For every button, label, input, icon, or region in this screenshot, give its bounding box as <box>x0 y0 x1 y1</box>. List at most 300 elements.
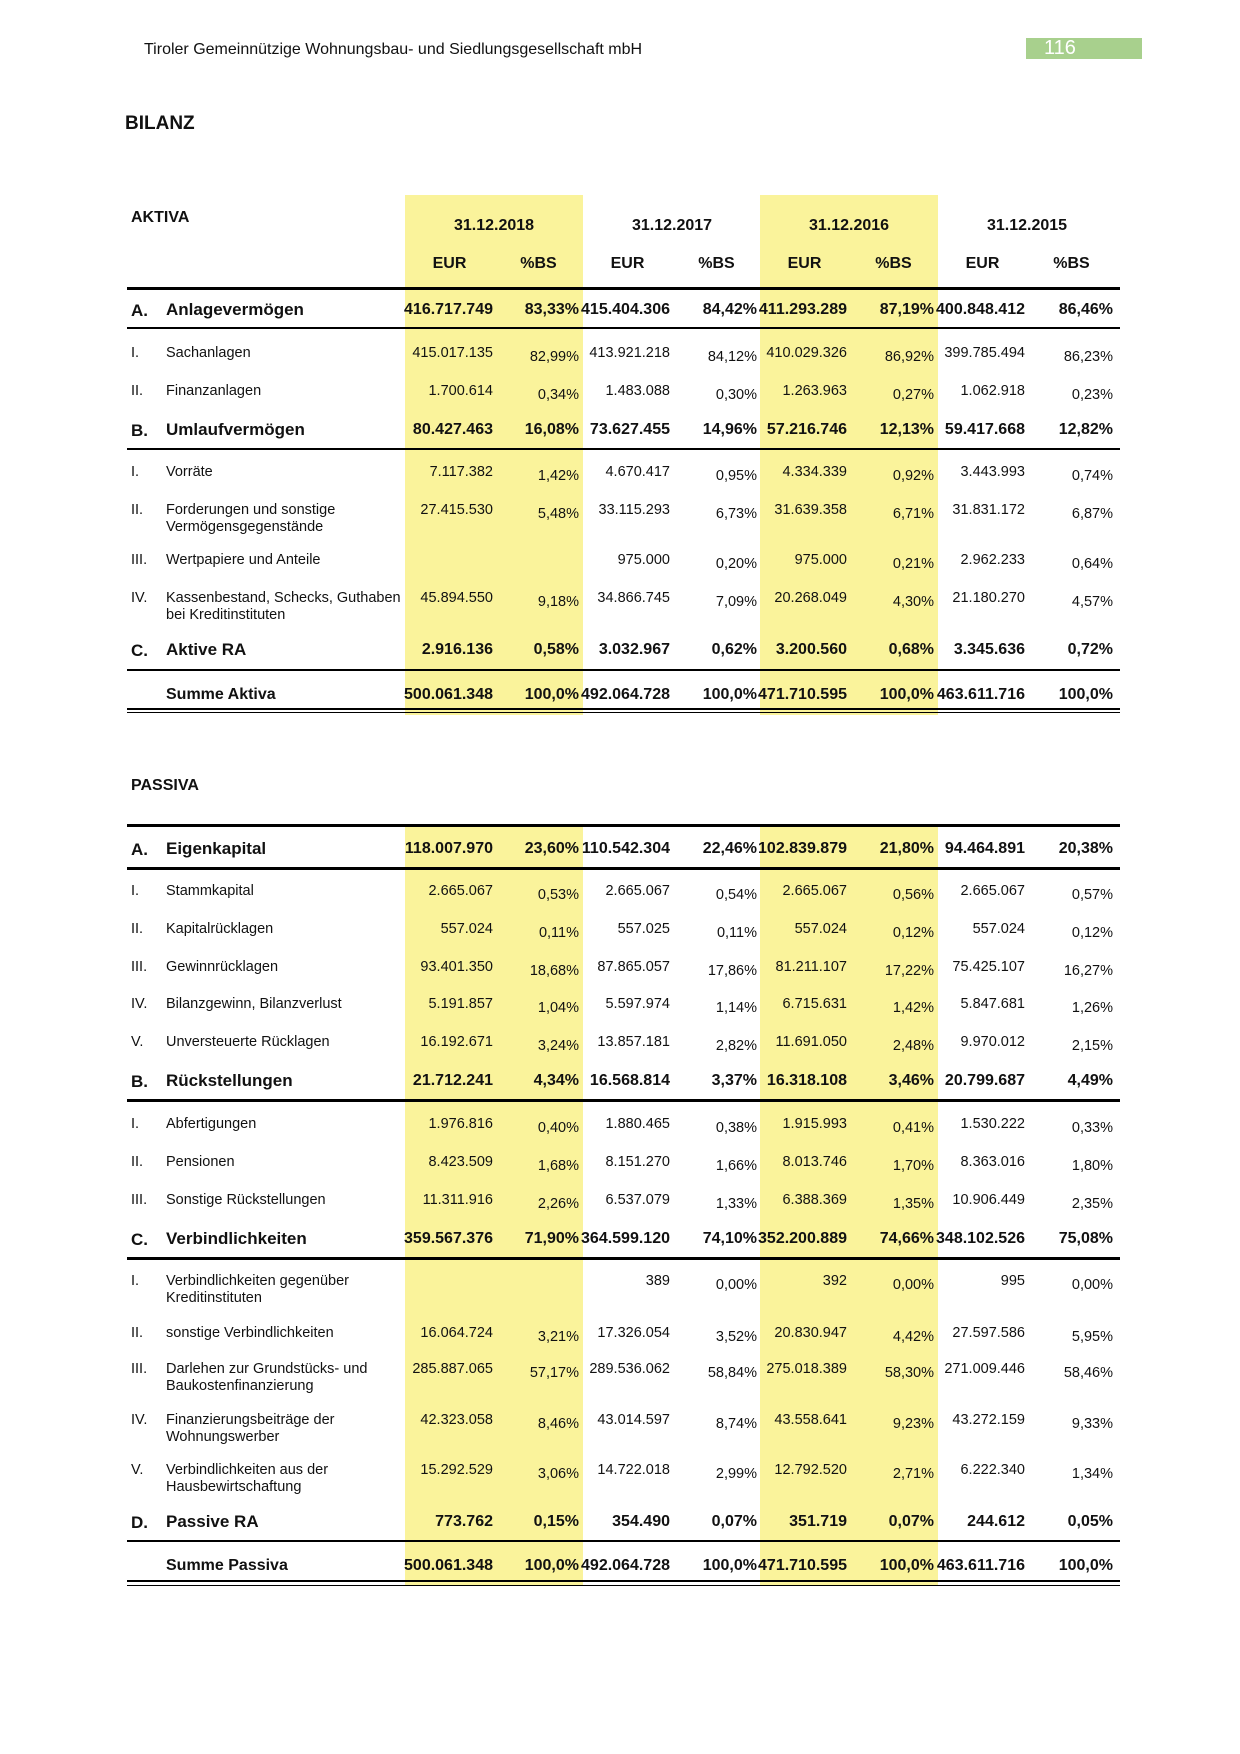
eur-value: 995 <box>1000 1273 1025 1289</box>
eur-value: 2.665.067 <box>782 883 847 899</box>
pct-value: 3,46% <box>888 1072 934 1089</box>
pct-value: 0,33% <box>1071 1120 1113 1136</box>
eur-value: 43.272.159 <box>952 1412 1025 1428</box>
eur-value: 10.906.449 <box>952 1192 1025 1208</box>
table-divider <box>127 448 1120 450</box>
eur-value: 73.627.455 <box>589 421 670 438</box>
eur-value: 6.537.079 <box>605 1192 670 1208</box>
eur-value: 1.263.963 <box>782 383 847 399</box>
row-number: I. <box>131 883 140 899</box>
pct-value: 6,87% <box>1071 506 1113 522</box>
pct-value: 84,42% <box>702 301 757 318</box>
row-label: Rückstellungen <box>166 1071 293 1090</box>
pct-value: 4,30% <box>892 594 934 610</box>
eur-value: 16.064.724 <box>420 1325 493 1341</box>
eur-value: 2.665.067 <box>428 883 493 899</box>
eur-value: 6.222.340 <box>960 1462 1025 1478</box>
column-date: 31.12.2018 <box>453 217 535 234</box>
pct-value: 2,48% <box>892 1038 934 1054</box>
eur-value: 1.700.614 <box>428 383 493 399</box>
pct-value: 71,90% <box>524 1230 579 1247</box>
eur-value: 21.712.241 <box>412 1072 493 1089</box>
eur-value: 557.024 <box>794 921 847 937</box>
row-number: V. <box>131 1462 144 1478</box>
row-label: Passive RA <box>166 1512 259 1531</box>
pct-value: 0,05% <box>1067 1513 1113 1530</box>
row-number: III. <box>131 959 148 975</box>
eur-value: 5.597.974 <box>605 996 670 1012</box>
eur-value: 275.018.389 <box>766 1361 847 1377</box>
pct-value: 6,73% <box>715 506 757 522</box>
pct-value: 1,80% <box>1071 1158 1113 1174</box>
row-number: C. <box>131 641 148 660</box>
pct-value: 0,11% <box>538 925 579 941</box>
table-divider <box>127 867 1120 870</box>
pct-value: 1,68% <box>537 1158 579 1174</box>
pct-value: 74,10% <box>702 1230 757 1247</box>
pct-value: 58,84% <box>707 1365 757 1381</box>
eur-value: 2.665.067 <box>960 883 1025 899</box>
row-label: Anlagevermögen <box>166 300 304 319</box>
eur-value: 16.192.671 <box>420 1034 493 1050</box>
pct-value: 3,06% <box>537 1466 579 1482</box>
eur-value: 557.024 <box>440 921 493 937</box>
pct-value: 0,12% <box>892 925 934 941</box>
pct-value: 74,66% <box>879 1230 934 1247</box>
eur-value: 415.404.306 <box>581 301 670 318</box>
eur-value: 2.665.067 <box>605 883 670 899</box>
eur-value: 492.064.728 <box>581 1557 670 1574</box>
pct-value: 86,92% <box>884 349 934 365</box>
pct-value: 0,21% <box>892 556 934 572</box>
pct-value: 2,99% <box>715 1466 757 1482</box>
eur-value: 975.000 <box>794 552 847 568</box>
pct-value: 0,30% <box>715 387 757 403</box>
eur-value: 7.117.382 <box>429 464 493 480</box>
eur-value: 27.597.586 <box>952 1325 1025 1341</box>
pct-value: 3,24% <box>537 1038 579 1054</box>
eur-value: 352.200.889 <box>758 1230 847 1247</box>
eur-value: 27.415.530 <box>420 502 493 518</box>
pct-value: 3,52% <box>715 1329 757 1345</box>
column-eur-label: EUR <box>965 255 1000 272</box>
pct-value: 0,12% <box>1071 925 1113 941</box>
row-label: Finanzanlagen <box>166 383 262 399</box>
pct-value: 82,99% <box>529 349 579 365</box>
pct-value: 0,56% <box>892 887 934 903</box>
row-label: Verbindlichkeiten aus der Hausbewirtschaftung <box>166 1462 329 1495</box>
pct-value: 9,33% <box>1071 1416 1113 1432</box>
pct-value: 0,64% <box>1071 556 1113 572</box>
eur-value: 400.848.412 <box>936 301 1025 318</box>
eur-value: 463.611.716 <box>936 686 1025 703</box>
eur-value: 20.268.049 <box>774 590 847 606</box>
pct-value: 1,04% <box>537 1000 579 1016</box>
row-number: I. <box>131 464 140 480</box>
pct-value: 0,00% <box>715 1277 757 1293</box>
eur-value: 289.536.062 <box>589 1361 670 1377</box>
pct-value: 0,15% <box>533 1513 579 1530</box>
pct-value: 0,11% <box>716 925 757 941</box>
eur-value: 3.032.967 <box>598 641 670 658</box>
table-divider <box>127 824 1120 827</box>
table-divider <box>127 1585 1120 1586</box>
pct-value: 2,71% <box>892 1466 934 1482</box>
eur-value: 492.064.728 <box>581 686 670 703</box>
pct-value: 100,0% <box>702 1557 757 1574</box>
page-title: BILANZ <box>125 113 195 134</box>
eur-value: 14.722.018 <box>597 1462 670 1478</box>
eur-value: 2.962.233 <box>960 552 1025 568</box>
table-divider <box>127 669 1120 671</box>
eur-value: 15.292.529 <box>420 1462 493 1478</box>
eur-value: 31.639.358 <box>774 502 847 518</box>
eur-value: 364.599.120 <box>581 1230 670 1247</box>
eur-value: 413.921.218 <box>589 345 670 361</box>
table-divider <box>127 712 1120 713</box>
row-number: A. <box>131 301 148 320</box>
pct-value: 21,80% <box>879 840 934 857</box>
passiva-heading: PASSIVA <box>131 777 199 794</box>
pct-value: 1,42% <box>537 468 579 484</box>
pct-value: 0,53% <box>537 887 579 903</box>
row-number: I. <box>131 1116 140 1132</box>
row-number: A. <box>131 840 148 859</box>
pct-value: 8,74% <box>715 1416 757 1432</box>
eur-value: 9.970.012 <box>960 1034 1025 1050</box>
eur-value: 1.530.222 <box>960 1116 1025 1132</box>
pct-value: 8,46% <box>537 1416 579 1432</box>
table-divider <box>127 708 1120 710</box>
row-number: B. <box>131 421 148 440</box>
row-number: II. <box>131 1325 144 1341</box>
pct-value: 100,0% <box>524 1557 579 1574</box>
pct-value: 0,00% <box>1071 1277 1113 1293</box>
row-label: Abfertigungen <box>166 1116 257 1132</box>
eur-value: 359.567.376 <box>404 1230 493 1247</box>
row-label: Kassenbestand, Schecks, Guthaben bei Kreditinstituten <box>166 590 401 623</box>
pct-value: 4,49% <box>1067 1072 1113 1089</box>
row-label: Eigenkapital <box>166 839 267 858</box>
pct-value: 100,0% <box>879 686 934 703</box>
pct-value: 16,27% <box>1063 963 1113 979</box>
column-date: 31.12.2016 <box>808 217 890 234</box>
eur-value: 11.311.916 <box>422 1192 493 1208</box>
row-number: I. <box>131 345 140 361</box>
eur-value: 1.915.993 <box>782 1116 847 1132</box>
pct-value: 1,70% <box>892 1158 934 1174</box>
table-divider <box>127 1540 1120 1542</box>
eur-value: 975.000 <box>617 552 670 568</box>
eur-value: 5.191.857 <box>428 996 493 1012</box>
eur-value: 93.401.350 <box>420 959 493 975</box>
pct-value: 0,74% <box>1071 468 1113 484</box>
eur-value: 471.710.595 <box>758 1557 847 1574</box>
pct-value: 3,37% <box>711 1072 757 1089</box>
row-label: Darlehen zur Grundstücks- und Baukostenfinanzierung <box>166 1361 368 1394</box>
row-number: I. <box>131 1273 140 1289</box>
pct-value: 0,92% <box>892 468 934 484</box>
pct-value: 14,96% <box>702 421 757 438</box>
eur-value: 500.061.348 <box>404 1557 493 1574</box>
eur-value: 11.691.050 <box>775 1034 847 1050</box>
pct-value: 12,82% <box>1058 421 1113 438</box>
row-number: IV. <box>131 1412 148 1428</box>
eur-value: 31.831.172 <box>952 502 1025 518</box>
eur-value: 354.490 <box>612 1513 670 1530</box>
eur-value: 1.062.918 <box>960 383 1025 399</box>
column-pct-label: %BS <box>875 255 912 272</box>
eur-value: 1.880.465 <box>605 1116 670 1132</box>
eur-value: 773.762 <box>435 1513 493 1530</box>
eur-value: 17.326.054 <box>597 1325 670 1341</box>
aktiva-heading: AKTIVA <box>131 209 190 226</box>
pct-value: 86,23% <box>1063 349 1113 365</box>
eur-value: 75.425.107 <box>952 959 1025 975</box>
pct-value: 2,26% <box>537 1196 579 1212</box>
pct-value: 58,30% <box>884 1365 934 1381</box>
row-label: Verbindlichkeiten <box>166 1229 307 1248</box>
row-label: Verbindlichkeiten gegenüber Kreditinstituten <box>166 1273 349 1306</box>
pct-value: 75,08% <box>1058 1230 1113 1247</box>
row-label: Summe Passiva <box>166 1557 288 1574</box>
eur-value: 8.151.270 <box>605 1154 670 1170</box>
eur-value: 6.715.631 <box>782 996 847 1012</box>
column-date: 31.12.2015 <box>986 217 1068 234</box>
eur-value: 43.558.641 <box>774 1412 847 1428</box>
eur-value: 557.025 <box>617 921 670 937</box>
eur-value: 3.200.560 <box>775 641 847 658</box>
pct-value: 7,09% <box>715 594 757 610</box>
pct-value: 0,95% <box>715 468 757 484</box>
row-number: III. <box>131 1192 148 1208</box>
highlight-column-2016-aktiva <box>760 195 938 715</box>
eur-value: 2.916.136 <box>421 641 493 658</box>
row-number: II. <box>131 921 144 937</box>
row-label: Kapitalrücklagen <box>166 921 274 937</box>
pct-value: 0,40% <box>537 1120 579 1136</box>
pct-value: 1,14% <box>715 1000 757 1016</box>
eur-value: 81.211.107 <box>775 959 847 975</box>
eur-value: 8.363.016 <box>960 1154 1025 1170</box>
eur-value: 4.670.417 <box>605 464 670 480</box>
row-number: II. <box>131 502 144 518</box>
eur-value: 59.417.668 <box>944 421 1025 438</box>
row-label: Pensionen <box>166 1154 235 1170</box>
pct-value: 0,27% <box>892 387 934 403</box>
pct-value: 83,33% <box>524 301 579 318</box>
eur-value: 500.061.348 <box>404 686 493 703</box>
eur-value: 80.427.463 <box>412 421 493 438</box>
row-label: Sonstige Rückstellungen <box>166 1192 326 1208</box>
pct-value: 4,57% <box>1071 594 1113 610</box>
eur-value: 33.115.293 <box>598 502 670 518</box>
row-number: B. <box>131 1072 148 1091</box>
pct-value: 0,72% <box>1067 641 1113 658</box>
eur-value: 20.799.687 <box>944 1072 1025 1089</box>
column-pct-label: %BS <box>520 255 557 272</box>
eur-value: 471.710.595 <box>758 686 847 703</box>
row-number: D. <box>131 1513 148 1532</box>
eur-value: 4.334.339 <box>782 464 847 480</box>
eur-value: 45.894.550 <box>420 590 493 606</box>
row-label: Sachanlagen <box>166 345 251 361</box>
eur-value: 1.976.816 <box>428 1116 493 1132</box>
eur-value: 399.785.494 <box>944 345 1025 361</box>
pct-value: 17,22% <box>884 963 934 979</box>
table-divider <box>127 1257 1120 1260</box>
eur-value: 8.013.746 <box>782 1154 847 1170</box>
pct-value: 1,26% <box>1071 1000 1113 1016</box>
table-divider <box>127 287 1120 290</box>
eur-value: 110.542.304 <box>581 840 670 857</box>
eur-value: 411.293.289 <box>758 301 847 318</box>
pct-value: 84,12% <box>707 349 757 365</box>
pct-value: 0,23% <box>1071 387 1113 403</box>
pct-value: 0,00% <box>892 1277 934 1293</box>
pct-value: 2,82% <box>715 1038 757 1054</box>
eur-value: 13.857.181 <box>597 1034 670 1050</box>
row-label: Umlaufvermögen <box>166 420 305 439</box>
pct-value: 87,19% <box>879 301 934 318</box>
eur-value: 6.388.369 <box>782 1192 847 1208</box>
pct-value: 0,20% <box>715 556 757 572</box>
column-pct-label: %BS <box>1053 255 1090 272</box>
row-number: II. <box>131 383 144 399</box>
column-date: 31.12.2017 <box>631 217 713 234</box>
pct-value: 16,08% <box>524 421 579 438</box>
eur-value: 415.017.135 <box>412 345 493 361</box>
pct-value: 0,34% <box>537 387 579 403</box>
row-number: V. <box>131 1034 144 1050</box>
eur-value: 94.464.891 <box>944 840 1025 857</box>
eur-value: 557.024 <box>972 921 1025 937</box>
eur-value: 244.612 <box>967 1513 1025 1530</box>
pct-value: 0,41% <box>892 1120 934 1136</box>
pct-value: 1,35% <box>892 1196 934 1212</box>
eur-value: 392 <box>822 1273 847 1289</box>
pct-value: 100,0% <box>879 1557 934 1574</box>
eur-value: 410.029.326 <box>766 345 847 361</box>
pct-value: 9,18% <box>537 594 579 610</box>
eur-value: 34.866.745 <box>597 590 670 606</box>
eur-value: 16.568.814 <box>589 1072 670 1089</box>
table-divider <box>127 1580 1120 1582</box>
row-label: Forderungen und sonstige Vermögensgegenstände <box>166 502 336 535</box>
pct-value: 0,38% <box>715 1120 757 1136</box>
highlight-column-2018-aktiva <box>405 195 583 715</box>
company-name: Tiroler Gemeinnützige Wohnungsbau- und Siedlungsgesellschaft mbH <box>144 41 643 58</box>
row-label: Summe Aktiva <box>166 686 276 703</box>
pct-value: 4,42% <box>892 1329 934 1345</box>
row-number: III. <box>131 1361 148 1377</box>
pct-value: 0,07% <box>711 1513 757 1530</box>
pct-value: 100,0% <box>524 686 579 703</box>
row-label: Unversteuerte Rücklagen <box>166 1034 330 1050</box>
table-divider <box>127 1099 1120 1102</box>
pct-value: 6,71% <box>892 506 934 522</box>
pct-value: 1,34% <box>1071 1466 1113 1482</box>
eur-value: 21.180.270 <box>952 590 1025 606</box>
row-number: II. <box>131 1154 144 1170</box>
pct-value: 12,13% <box>879 421 934 438</box>
pct-value: 58,46% <box>1063 1365 1113 1381</box>
eur-value: 102.839.879 <box>758 840 847 857</box>
pct-value: 100,0% <box>702 686 757 703</box>
pct-value: 23,60% <box>524 840 579 857</box>
pct-value: 18,68% <box>529 963 579 979</box>
row-label: Aktive RA <box>166 640 247 659</box>
eur-value: 389 <box>645 1273 670 1289</box>
pct-value: 22,46% <box>702 840 757 857</box>
row-label: Stammkapital <box>166 883 254 899</box>
row-label: Gewinnrücklagen <box>166 959 279 975</box>
pct-value: 3,21% <box>537 1329 579 1345</box>
pct-value: 0,57% <box>1071 887 1113 903</box>
pct-value: 100,0% <box>1058 1557 1113 1574</box>
pct-value: 57,17% <box>529 1365 579 1381</box>
eur-value: 42.323.058 <box>420 1412 493 1428</box>
row-label: Finanzierungsbeiträge der Wohnungswerber <box>166 1412 335 1445</box>
row-number: III. <box>131 552 148 568</box>
pct-value: 1,66% <box>715 1158 757 1174</box>
eur-value: 57.216.746 <box>766 421 847 438</box>
column-pct-label: %BS <box>698 255 735 272</box>
eur-value: 285.887.065 <box>412 1361 493 1377</box>
pct-value: 0,54% <box>715 887 757 903</box>
eur-value: 16.318.108 <box>766 1072 847 1089</box>
eur-value: 416.717.749 <box>404 301 493 318</box>
eur-value: 43.014.597 <box>597 1412 670 1428</box>
column-eur-label: EUR <box>787 255 822 272</box>
pct-value: 2,35% <box>1071 1196 1113 1212</box>
pct-value: 2,15% <box>1071 1038 1113 1054</box>
pct-value: 0,58% <box>533 641 579 658</box>
row-label: Bilanzgewinn, Bilanzverlust <box>166 996 342 1012</box>
pct-value: 86,46% <box>1058 301 1113 318</box>
eur-value: 271.009.446 <box>944 1361 1025 1377</box>
eur-value: 3.443.993 <box>960 464 1025 480</box>
eur-value: 8.423.509 <box>428 1154 493 1170</box>
eur-value: 20.830.947 <box>774 1325 847 1341</box>
pct-value: 100,0% <box>1058 686 1113 703</box>
eur-value: 463.611.716 <box>936 1557 1025 1574</box>
pct-value: 5,95% <box>1071 1329 1113 1345</box>
pct-value: 20,38% <box>1058 840 1113 857</box>
pct-value: 1,42% <box>892 1000 934 1016</box>
column-eur-label: EUR <box>610 255 645 272</box>
pct-value: 1,33% <box>715 1196 757 1212</box>
eur-value: 5.847.681 <box>960 996 1025 1012</box>
eur-value: 12.792.520 <box>774 1462 847 1478</box>
row-number: IV. <box>131 590 148 606</box>
eur-value: 87.865.057 <box>597 959 670 975</box>
row-label: Wertpapiere und Anteile <box>166 552 321 568</box>
eur-value: 348.102.526 <box>936 1230 1025 1247</box>
table-divider <box>127 327 1120 329</box>
column-eur-label: EUR <box>432 255 467 272</box>
pct-value: 17,86% <box>707 963 757 979</box>
eur-value: 3.345.636 <box>953 641 1025 658</box>
pct-value: 0,68% <box>888 641 934 658</box>
page-number-badge: 116 <box>1026 38 1142 59</box>
pct-value: 0,07% <box>888 1513 934 1530</box>
row-number: C. <box>131 1230 148 1249</box>
row-label: sonstige Verbindlichkeiten <box>166 1325 334 1341</box>
pct-value: 4,34% <box>533 1072 579 1089</box>
pct-value: 9,23% <box>892 1416 934 1432</box>
eur-value: 118.007.970 <box>404 840 493 857</box>
